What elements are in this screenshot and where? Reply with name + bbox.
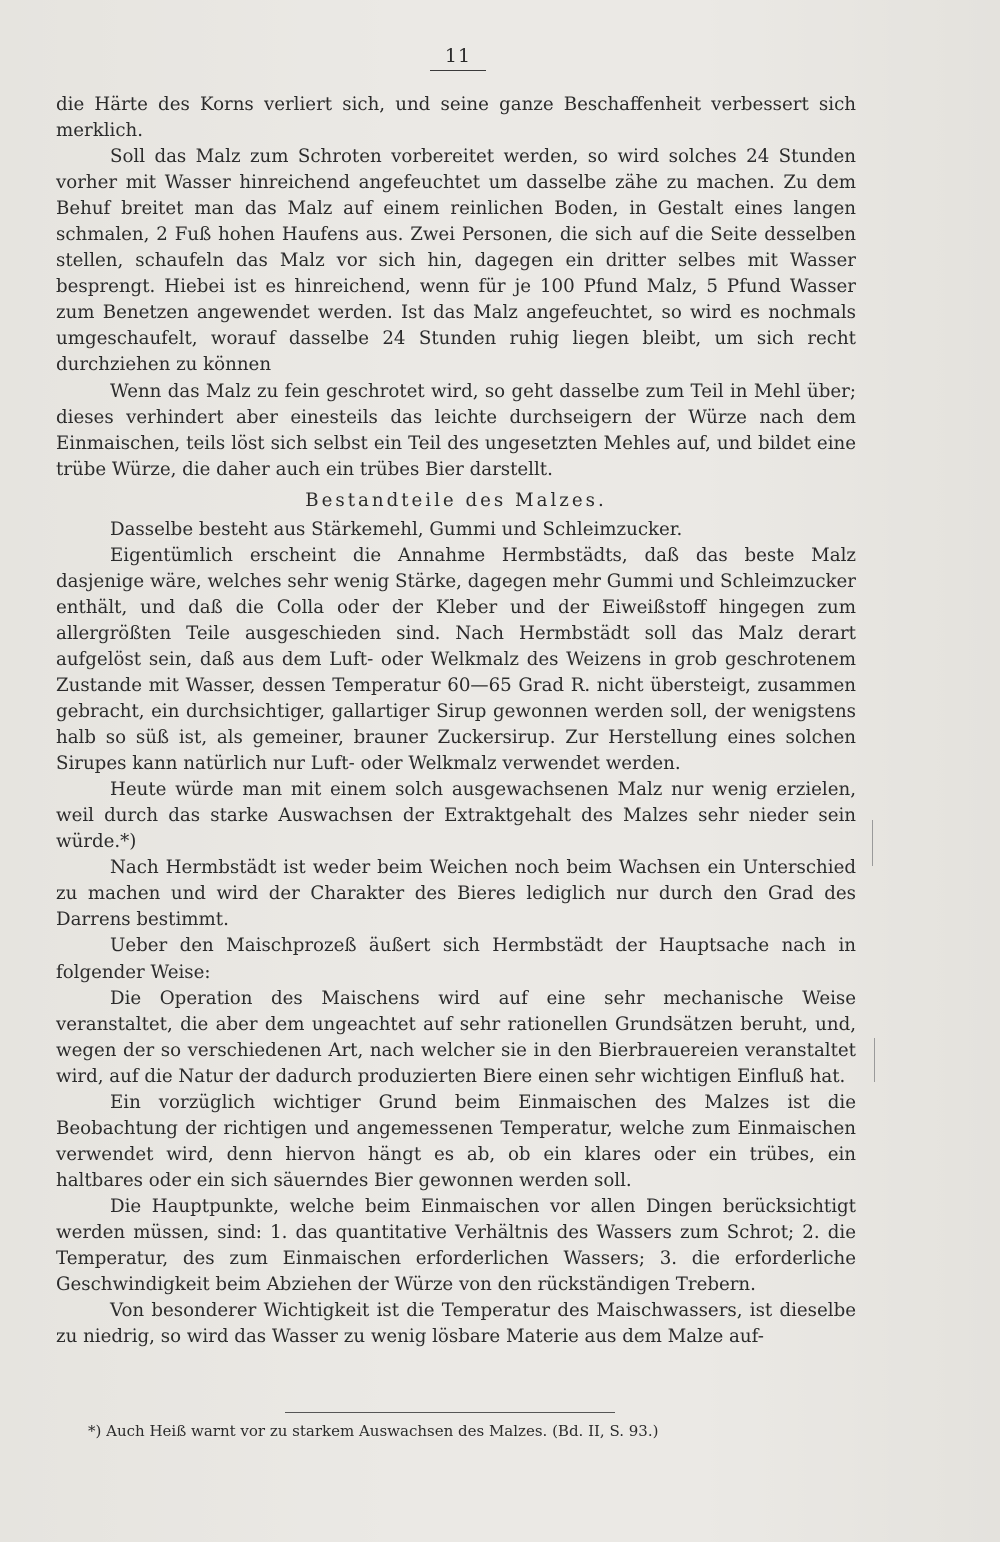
paragraph-bestandteile: Dasselbe besteht aus Stärkemehl, Gummi und Schleimzucker. bbox=[110, 518, 683, 540]
paragraph-temperatur-grund: Ein vorzüglich wichtiger Grund beim Einmaischen des Malzes ist die Beobachtung der richtigen und angemessenen Temperatur, welche zum Einmaischen verwendet wird, denn hiervon hängt es ab, ob ein klares oder ein trübes, ein haltbares oder ein sich säuerndes Bier gewonnen werden soll. bbox=[56, 1091, 856, 1191]
paragraph-weichen-wachsen: Nach Hermbstädt ist weder beim Weichen noch beim Wachsen ein Unterschied zu machen und wird der Charakter des Bieres lediglich nur durch den Grad des Darrens bestimmt. bbox=[56, 857, 856, 931]
footnote-rule bbox=[285, 1412, 615, 1413]
paragraph-maischprozess: Ueber den Maischprozeß äußert sich Hermbstädt der Hauptsache nach in folgender Weise: bbox=[56, 935, 856, 983]
page-number-rule bbox=[430, 70, 486, 71]
footnote: *) Auch Heiß warnt vor zu starkem Auswachsen des Malzes. (Bd. II, S. 93.) bbox=[88, 1422, 659, 1440]
section-heading: Bestandteile des Malzes. bbox=[305, 489, 607, 511]
paragraph-hermbstaedt-annahme: Eigentümlich erscheint die Annahme Hermbstädts, daß das beste Malz dasjenige wäre, welches sehr wenig Stärke, dagegen mehr Gummi und Schleimzucker enthält, und daß die Colla oder der Kleber und der Eiweißstoff hingegen zum allergrößten Teile ausgeschieden sind. Nach Hermbstädt soll das Malz derart aufgelöst sein, daß aus dem Luft- oder Welkmalz des Weizens in grob geschrotenem Zustande mit Wasser, dessen Temperatur 60—65 Grad R. nicht übersteigt, zusammen gebracht, ein durchsichtiger, gallartiger Sirup gewonnen werden soll, der wenigstens halb so süß ist, als gemeiner, brauner Zuckersirup. Zur Herstellung eines solchen Sirupes kann natürlich nur Luft- oder Welkmalz verwendet werden. bbox=[56, 544, 856, 775]
paragraph-schroten: Soll das Malz zum Schroten vorbereitet werden, so wird solches 24 Stunden vorher mit Wasser hinreichend angefeuchtet um dasselbe zähe zu machen. Zu dem Behuf breitet man das Malz auf einem reinlichen Boden, in Gestalt eines langen schmalen, 2 Fuß hohen Haufens aus. Zwei Personen, die sich auf die Seite desselben stellen, schaufeln das Malz vor sich hin, dagegen ein dritter selbes mit Wasser besprengt. Hiebei ist es hinreichend, wenn für je 100 Pfund Malz, 5 Pfund Wasser zum Benetzen angewendet werden. Ist das Malz angefeuchtet, so wird es nochmals umgeschaufelt, worauf dasselbe 24 Stunden ruhig liegen bleibt, um sich recht durchziehen zu können bbox=[56, 146, 856, 376]
paragraph-fein-geschrotet: Wenn das Malz zu fein geschrotet wird, so geht dasselbe zum Teil in Mehl über; dieses verhindert aber einesteils das leichte durchseigern der Würze nach dem Einmaischen, teils löst sich selbst ein Teil des ungesetzten Mehles auf, und bildet eine trübe Würze, die daher auch ein trübes Bier darstellt. bbox=[56, 380, 856, 480]
page-number: 11 bbox=[444, 45, 472, 67]
margin-mark-2 bbox=[874, 1038, 875, 1082]
paragraph-operation-maischen: Die Operation des Maischens wird auf eine sehr mechanische Weise veranstaltet, die aber dem ungeachtet auf sehr rationellen Grundsätzen beruht, und, wegen der so verschiedenen Art, nach welcher sie in den Bierbrauereien veranstaltet wird, auf die Natur der dadurch produzierten Biere einen sehr wichtigen Einfluß hat. bbox=[56, 987, 856, 1087]
body-text bbox=[56, 92, 856, 1350]
margin-mark-1 bbox=[872, 820, 873, 866]
paragraph-heute: Heute würde man mit einem solch ausgewachsenen Malz nur wenig erzielen, weil durch das starke Auswachsen der Extraktgehalt des Malzes sehr nieder sein würde.*) bbox=[56, 779, 856, 853]
paragraph-hauptpunkte: Die Hauptpunkte, welche beim Einmaischen vor allen Dingen berücksichtigt werden müssen, sind: 1. das quantitative Verhältnis des Wassers zum Schrot; 2. die Temperatur, des zum Einmaischen erforderlichen Wassers; 3. die erforderliche Geschwindigkeit beim Abziehen der Würze von den rückständigen Trebern. bbox=[56, 1195, 856, 1296]
paragraph-continuation: die Härte des Korns verliert sich, und seine ganze Beschaffenheit verbessert sich merklich. bbox=[56, 94, 856, 142]
paragraph-maischwasser: Von besonderer Wichtigkeit ist die Temperatur des Maischwassers, ist dieselbe zu niedrig, so wird das Wasser zu wenig lösbare Materie aus dem Malze auf- bbox=[56, 1300, 856, 1348]
